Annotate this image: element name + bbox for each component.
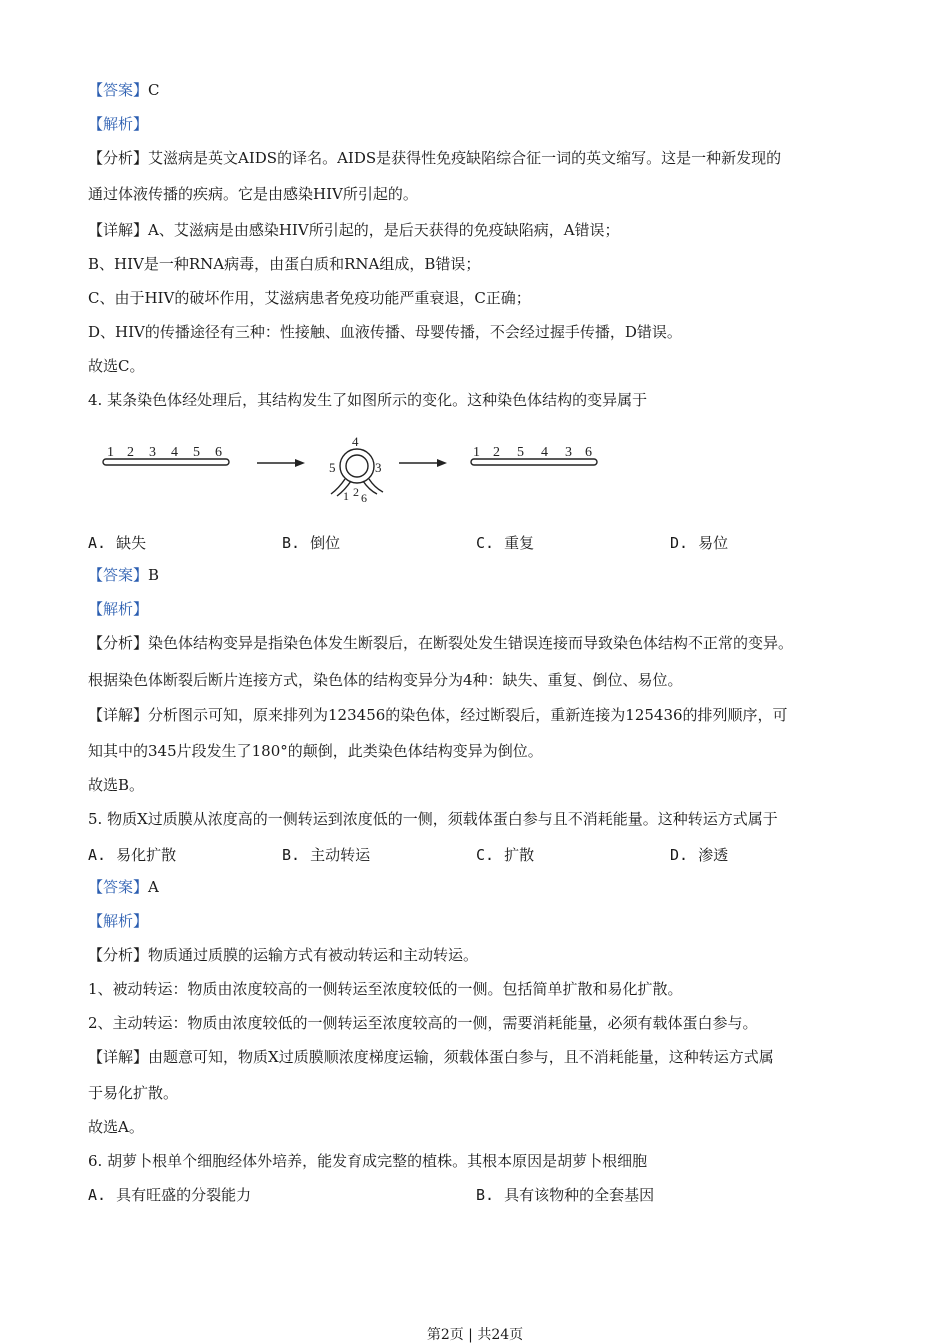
- inverted-label-4: 4: [541, 445, 548, 460]
- q4-stem: 4. 某条染色体经处理后，其结构发生了如图所示的变化。这种染色体结构的变异属于: [88, 391, 648, 409]
- q3-answer-line: [88, 80, 880, 100]
- inverted-label-5: 5: [517, 445, 524, 460]
- q3-conclusion: 故选C。: [88, 357, 145, 375]
- inverted-label-1: 1: [473, 445, 480, 460]
- q5-option-c: C. 扩散: [476, 846, 535, 864]
- q5-option-a: A. 易化扩散: [88, 846, 177, 864]
- arrow-icon: [399, 459, 447, 467]
- q5-conclusion: 故选A。: [88, 1118, 144, 1136]
- q3-xiangjie-d: D、HIV的传播途径有三种：性接触、血液传播、母婴传播，不会经过握手传播，D错误。: [88, 323, 682, 341]
- inversion-loop: [329, 434, 383, 505]
- loop-label-6: 6: [361, 491, 367, 505]
- q6-option-b: B. 具有该物种的全套基因: [476, 1186, 655, 1204]
- original-label-4: 4: [171, 445, 178, 460]
- original-label-3: 3: [149, 445, 156, 460]
- q4-analysis-tag: 【解析】: [88, 600, 149, 618]
- q4-option-a: A. 缺失: [88, 534, 147, 552]
- q4-option-b: B. 倒位: [282, 534, 341, 552]
- inverted-label-6: 6: [585, 445, 592, 460]
- q3-fenxi-line-2: 通过体液传播的疾病。它是由感染HIV所引起的。: [88, 185, 418, 203]
- answer-tag: 【答案】: [88, 81, 149, 99]
- q5-analysis-tag: 【解析】: [88, 912, 149, 930]
- original-chromosome: [103, 445, 229, 465]
- arrow-icon: [257, 459, 305, 467]
- q5-stem: 5. 物质X过质膜从浓度高的一侧转运到浓度低的一侧，须载体蛋白参与且不消耗能量。这种转运方式属于: [88, 810, 778, 828]
- q3-fenxi-line-1: 【分析】艾滋病是英文AIDS的译名。AIDS是获得性免疫缺陷综合征一词的英文缩写。这是一种新发现的: [88, 149, 782, 167]
- fenxi-tag: 【分析】: [88, 149, 149, 167]
- q4-option-c: C. 重复: [476, 534, 535, 552]
- loop-label-3: 3: [375, 460, 382, 475]
- q6-option-a: A. 具有旺盛的分裂能力: [88, 1186, 252, 1204]
- inverted-chromosome: [471, 445, 597, 465]
- q4-option-d: D. 易位: [670, 534, 729, 552]
- answer-value: C: [148, 81, 160, 99]
- q4-xiangjie-line-2: 知其中的345片段发生了180°的颠倒，此类染色体结构变异为倒位。: [88, 742, 543, 760]
- original-label-5: 5: [193, 445, 200, 460]
- q3-xiangjie-a: 【详解】A、艾滋病是由感染HIV所引起的，是后天获得的免疫缺陷病，A错误；: [88, 221, 620, 239]
- q5-answer-line: 【答案】A: [88, 878, 159, 896]
- inverted-label-2: 2: [493, 445, 500, 460]
- loop-label-1: 1: [343, 489, 349, 503]
- page-footer: 第2页 | 共24页: [426, 1327, 524, 1343]
- q5-fenxi-line: 【分析】物质通过质膜的运输方式有被动转运和主动转运。: [88, 946, 479, 964]
- q3-analysis-tag: 【解析】: [88, 115, 149, 133]
- q5-option-b: B. 主动转运: [282, 846, 371, 864]
- loop-label-5: 5: [329, 460, 336, 475]
- q6-stem: 6. 胡萝卜根单个细胞经体外培养，能发育成完整的植株。其根本原因是胡萝卜根细胞: [88, 1152, 648, 1170]
- loop-label-2: 2: [353, 485, 359, 499]
- q5-option-d: D. 渗透: [670, 846, 729, 864]
- q4-xiangjie-line-1: 【详解】分析图示可知，原来排列为123456的染色体，经过断裂后，重新连接为125436的排列顺序，可: [88, 706, 788, 724]
- q4-fenxi-line-2: 根据染色体断裂后断片连接方式，染色体的结构变异分为4种：缺失、重复、倒位、易位。: [88, 671, 683, 689]
- inverted-label-3: 3: [565, 445, 572, 460]
- q5-xiangjie-line-2: 于易化扩散。: [88, 1084, 179, 1102]
- q5-point-2: 2、主动转运：物质由浓度较低的一侧转运至浓度较高的一侧，需要消耗能量，必须有载体蛋白参与。: [88, 1014, 758, 1032]
- q3-xiangjie-b: B、HIV是一种RNA病毒，由蛋白质和RNA组成，B错误；: [88, 255, 481, 273]
- chromosome-inversion-figure: [95, 432, 615, 510]
- q3-xiangjie-c: C、由于HIV的破坏作用，艾滋病患者免疫功能严重衰退，C正确；: [88, 289, 531, 307]
- q4-fenxi-line-1: 【分析】染色体结构变异是指染色体发生断裂后，在断裂处发生错误连接而导致染色体结构不正常的变异。: [88, 634, 794, 652]
- loop-label-4: 4: [352, 434, 359, 449]
- q5-xiangjie-line-1: 【详解】由题意可知，物质X过质膜顺浓度梯度运输，须载体蛋白参与，且不消耗能量，这种转运方式属: [88, 1048, 774, 1066]
- original-label-6: 6: [215, 445, 222, 460]
- original-label-2: 2: [127, 445, 134, 460]
- xiangjie-tag: 【详解】: [88, 221, 149, 239]
- q5-point-1: 1、被动转运：物质由浓度较高的一侧转运至浓度较低的一侧。包括简单扩散和易化扩散。: [88, 980, 683, 998]
- q4-answer-line: 【答案】B: [88, 566, 160, 584]
- q4-conclusion: 故选B。: [88, 776, 145, 794]
- original-label-1: 1: [107, 445, 114, 460]
